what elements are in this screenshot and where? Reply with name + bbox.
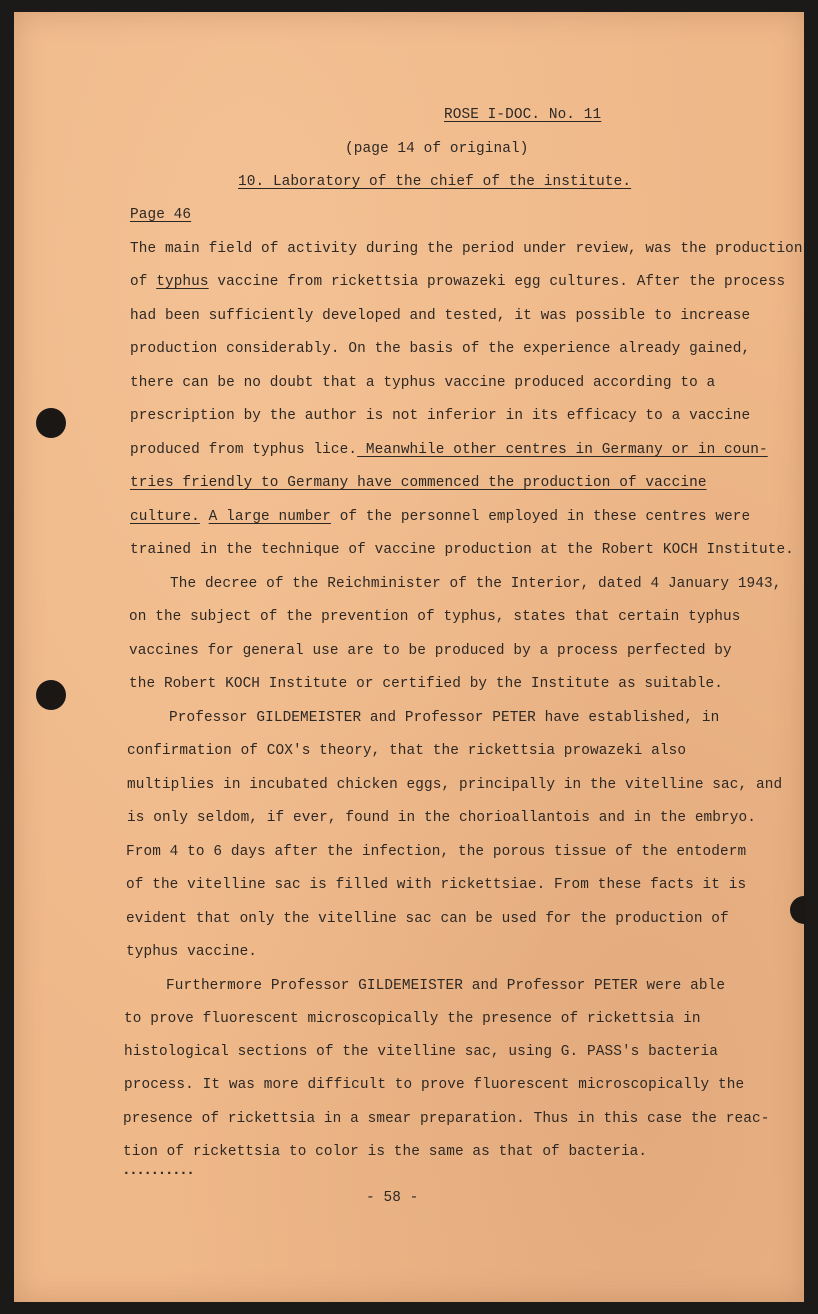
continuation-dots: .......... — [122, 1163, 194, 1179]
p1-underlined-line: tries friendly to Germany have commenced the production of vaccine — [130, 475, 707, 491]
document-id: ROSE I-DOC. No. 11 — [444, 107, 602, 123]
p4-line: Furthermore Professor GILDEMEISTER and Professor PETER were able — [166, 978, 726, 994]
p3-line: confirmation of COX's theory, that the rickettsia prowazeki also — [127, 743, 687, 759]
p1-line — [130, 273, 785, 291]
page-number: - 58 - — [366, 1190, 419, 1206]
p1-text: vaccine from rickettsia prowazeki egg cultures. After the process — [208, 274, 786, 290]
p2-line: vaccines for general use are to be produced by a process perfected by — [129, 643, 732, 659]
p1-line — [130, 441, 768, 459]
p1-underlined-passage: Meanwhile other centres in Germany or in coun- — [357, 442, 768, 458]
p1-text: of — [130, 274, 157, 290]
p1-line: trained in the technique of vaccine production at the Robert KOCH Institute. — [130, 542, 794, 558]
p4-line: tion of rickettsia to color is the same as that of bacteria. — [123, 1144, 648, 1160]
p1-text — [200, 509, 209, 525]
punch-hole-top — [36, 408, 66, 438]
page-reference: Page 46 — [130, 207, 192, 223]
p2-line: the Robert KOCH Institute or certified by the Institute as suitable. — [129, 676, 724, 692]
p4-line: to prove fluorescent microscopically the presence of rickettsia in — [124, 1011, 701, 1027]
p3-line: From 4 to 6 days after the infection, the porous tissue of the entoderm — [126, 844, 747, 860]
p3-line: typhus vaccine. — [126, 944, 258, 960]
p3-line: is only seldom, if ever, found in the chorioallantois and in the embryo. — [127, 810, 756, 826]
p1-text: of the personnel employed in these centres were — [330, 509, 751, 525]
p1-underlined-typhus: typhus — [156, 274, 209, 290]
punch-hole-edge — [790, 896, 806, 924]
p4-line: process. It was more difficult to prove fluorescent microscopically the — [124, 1077, 745, 1093]
p2-line: on the subject of the prevention of typhus, states that certain typhus — [129, 609, 741, 625]
p1-line: The main field of activity during the period under review, was the production — [130, 241, 803, 257]
p3-line: multiplies in incubated chicken eggs, principally in the vitelline sac, and — [127, 777, 783, 793]
section-title: 10. Laboratory of the chief of the institute. — [238, 174, 632, 190]
p2-line: The decree of the Reichminister of the Interior, dated 4 January 1943, — [170, 576, 782, 592]
original-page-note: (page 14 of original) — [345, 141, 529, 157]
p3-line: evident that only the vitelline sac can be used for the production of — [126, 911, 729, 927]
p4-line: histological sections of the vitelline sac, using G. PASS's bacteria — [124, 1044, 719, 1060]
p1-line: production considerably. On the basis of the experience already gained, — [130, 341, 751, 357]
p1-underlined-culture: culture. — [130, 509, 200, 525]
p3-line: of the vitelline sac is filled with rickettsiae. From these facts it is — [126, 877, 747, 893]
document-page — [14, 12, 804, 1302]
p1-underlined-large-number: A large number — [208, 509, 331, 525]
punch-hole-bottom — [36, 680, 66, 710]
p3-line: Professor GILDEMEISTER and Professor PETER have established, in — [169, 710, 720, 726]
p1-line: prescription by the author is not inferior in its efficacy to a vaccine — [130, 408, 751, 424]
p4-line: presence of rickettsia in a smear preparation. Thus in this case the reac- — [123, 1111, 770, 1127]
p1-text: produced from typhus lice. — [130, 442, 358, 458]
p1-line: there can be no doubt that a typhus vaccine produced according to a — [130, 375, 716, 391]
p1-line: had been sufficiently developed and tested, it was possible to increase — [130, 308, 751, 324]
p1-line — [130, 508, 750, 526]
